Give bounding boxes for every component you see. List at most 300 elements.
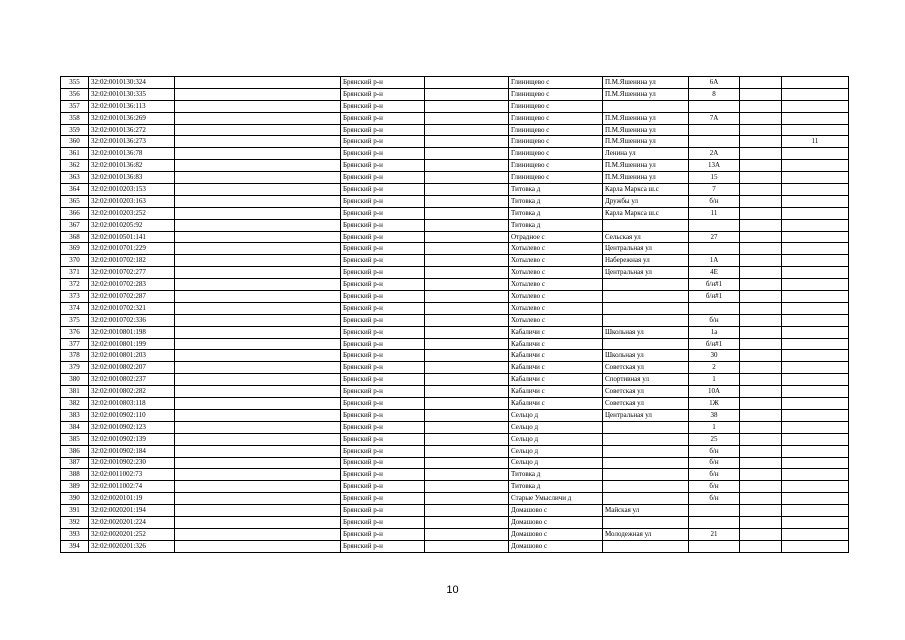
settlement-cell: Хотылево с (509, 267, 603, 279)
extra-value-cell (782, 374, 849, 386)
cadastral-number-cell: 32:02:0010702:336 (89, 314, 175, 326)
extra-value-cell (782, 100, 849, 112)
settlement-cell: Глинищево с (509, 148, 603, 160)
row-number-cell: 389 (61, 481, 89, 493)
street-cell (603, 291, 689, 303)
street-cell: Майская ул (603, 505, 689, 517)
district-cell: Брянский р-н (341, 314, 425, 326)
settlement-cell: Глинищево с (509, 112, 603, 124)
street-cell: Спортивная ул (603, 374, 689, 386)
extra-value-cell (782, 505, 849, 517)
table-row (61, 374, 849, 386)
table-row (61, 219, 849, 231)
row-number-cell: 374 (61, 302, 89, 314)
blank-column-cell (175, 291, 341, 303)
table-row (61, 481, 849, 493)
blank-column-cell (175, 540, 341, 552)
district-cell: Брянский р-н (341, 100, 425, 112)
district-cell: Брянский р-н (341, 350, 425, 362)
street-cell: Центральная ул (603, 409, 689, 421)
row-number-cell: 384 (61, 421, 89, 433)
district-cell: Брянский р-н (341, 469, 425, 481)
row-number-cell: 361 (61, 148, 89, 160)
district-cell: Брянский р-н (341, 279, 425, 291)
blank-column-2-cell (425, 184, 509, 196)
blank-column-3-cell (740, 493, 782, 505)
row-number-cell: 358 (61, 112, 89, 124)
district-cell: Брянский р-н (341, 386, 425, 398)
table-row (61, 77, 849, 89)
blank-column-cell (175, 148, 341, 160)
blank-column-cell (175, 398, 341, 410)
settlement-cell: Хотылево с (509, 243, 603, 255)
house-number-cell (689, 505, 740, 517)
settlement-cell: Кабаличи с (509, 350, 603, 362)
blank-column-cell (175, 493, 341, 505)
street-cell: Центральная ул (603, 243, 689, 255)
settlement-cell: Кабаличи с (509, 338, 603, 350)
table-row (61, 255, 849, 267)
settlement-cell: Сельцо д (509, 433, 603, 445)
street-cell (603, 445, 689, 457)
settlement-cell: Хотылево с (509, 255, 603, 267)
district-cell: Брянский р-н (341, 421, 425, 433)
street-cell (603, 469, 689, 481)
house-number-cell: б/н#1 (689, 279, 740, 291)
cadastral-number-cell: 32:02:0010136:269 (89, 112, 175, 124)
row-number-cell: 392 (61, 516, 89, 528)
extra-value-cell (782, 493, 849, 505)
blank-column-2-cell (425, 207, 509, 219)
blank-column-3-cell (740, 326, 782, 338)
house-number-cell: 1А (689, 255, 740, 267)
street-cell: П.М.Яшенина ул (603, 136, 689, 148)
settlement-cell: Кабаличи с (509, 398, 603, 410)
blank-column-3-cell (740, 231, 782, 243)
table-row (61, 195, 849, 207)
extra-value-cell (782, 195, 849, 207)
settlement-cell: Глинищево с (509, 124, 603, 136)
blank-column-cell (175, 433, 341, 445)
blank-column-cell (175, 160, 341, 172)
district-cell: Брянский р-н (341, 540, 425, 552)
street-cell: П.М.Яшенина ул (603, 88, 689, 100)
blank-column-3-cell (740, 374, 782, 386)
blank-column-3-cell (740, 409, 782, 421)
street-cell (603, 100, 689, 112)
blank-column-3-cell (740, 279, 782, 291)
blank-column-cell (175, 172, 341, 184)
house-number-cell: 38 (689, 409, 740, 421)
house-number-cell: 30 (689, 350, 740, 362)
blank-column-3-cell (740, 362, 782, 374)
district-cell: Брянский р-н (341, 255, 425, 267)
extra-value-cell (782, 279, 849, 291)
cadastral-number-cell: 32:02:0010136:113 (89, 100, 175, 112)
extra-value-cell (782, 267, 849, 279)
district-cell: Брянский р-н (341, 505, 425, 517)
district-cell: Брянский р-н (341, 148, 425, 160)
settlement-cell: Глинищево с (509, 77, 603, 89)
house-number-cell: б/н (689, 469, 740, 481)
blank-column-3-cell (740, 421, 782, 433)
blank-column-cell (175, 505, 341, 517)
extra-value-cell (782, 516, 849, 528)
blank-column-cell (175, 100, 341, 112)
blank-column-3-cell (740, 302, 782, 314)
house-number-cell (689, 219, 740, 231)
district-cell: Брянский р-н (341, 160, 425, 172)
settlement-cell: Старые Умысличи д (509, 493, 603, 505)
blank-column-2-cell (425, 243, 509, 255)
row-number-cell: 379 (61, 362, 89, 374)
district-cell: Брянский р-н (341, 77, 425, 89)
district-cell: Брянский р-н (341, 267, 425, 279)
blank-column-2-cell (425, 374, 509, 386)
house-number-cell (689, 516, 740, 528)
blank-column-3-cell (740, 160, 782, 172)
blank-column-2-cell (425, 88, 509, 100)
blank-column-2-cell (425, 350, 509, 362)
house-number-cell: 10А (689, 386, 740, 398)
house-number-cell: 13А (689, 160, 740, 172)
street-cell (603, 219, 689, 231)
blank-column-cell (175, 374, 341, 386)
table-row (61, 421, 849, 433)
house-number-cell: 6А (689, 77, 740, 89)
cadastral-number-cell: 32:02:0010801:203 (89, 350, 175, 362)
district-cell: Брянский р-н (341, 302, 425, 314)
house-number-cell: 4Е (689, 267, 740, 279)
street-cell (603, 457, 689, 469)
house-number-cell: 21 (689, 528, 740, 540)
street-cell: Школьная ул (603, 350, 689, 362)
table-row (61, 112, 849, 124)
extra-value-cell (782, 398, 849, 410)
street-cell: Центральная ул (603, 267, 689, 279)
table-row (61, 433, 849, 445)
cadastral-number-cell: 32:02:0010130:335 (89, 88, 175, 100)
extra-value-cell (782, 112, 849, 124)
street-cell: Советская ул (603, 386, 689, 398)
house-number-cell (689, 243, 740, 255)
row-number-cell: 382 (61, 398, 89, 410)
district-cell: Брянский р-н (341, 231, 425, 243)
row-number-cell: 377 (61, 338, 89, 350)
blank-column-2-cell (425, 302, 509, 314)
extra-value-cell (782, 433, 849, 445)
blank-column-2-cell (425, 172, 509, 184)
blank-column-2-cell (425, 469, 509, 481)
extra-value-cell (782, 409, 849, 421)
row-number-cell: 380 (61, 374, 89, 386)
district-cell: Брянский р-н (341, 88, 425, 100)
settlement-cell: Титовка д (509, 207, 603, 219)
district-cell: Брянский р-н (341, 207, 425, 219)
cadastral-number-cell: 32:02:0010801:199 (89, 338, 175, 350)
cadastral-number-cell: 32:02:0010702:283 (89, 279, 175, 291)
blank-column-2-cell (425, 528, 509, 540)
blank-column-cell (175, 231, 341, 243)
district-cell: Брянский р-н (341, 326, 425, 338)
blank-column-3-cell (740, 528, 782, 540)
house-number-cell (689, 540, 740, 552)
settlement-cell: Глинищево с (509, 100, 603, 112)
blank-column-3-cell (740, 148, 782, 160)
blank-column-2-cell (425, 195, 509, 207)
row-number-cell: 365 (61, 195, 89, 207)
cadastral-number-cell: 32:02:0010701:229 (89, 243, 175, 255)
cadastral-number-cell: 32:02:0010136:273 (89, 136, 175, 148)
cadastral-number-cell: 32:02:0010136:83 (89, 172, 175, 184)
row-number-cell: 386 (61, 445, 89, 457)
street-cell (603, 421, 689, 433)
street-cell (603, 540, 689, 552)
row-number-cell: 355 (61, 77, 89, 89)
street-cell: Советская ул (603, 398, 689, 410)
blank-column-2-cell (425, 279, 509, 291)
settlement-cell: Хотылево с (509, 279, 603, 291)
table-row (61, 386, 849, 398)
district-cell: Брянский р-н (341, 172, 425, 184)
blank-column-cell (175, 195, 341, 207)
house-number-cell: 8 (689, 88, 740, 100)
table-row (61, 326, 849, 338)
blank-column-3-cell (740, 291, 782, 303)
street-cell (603, 338, 689, 350)
cadastral-number-cell: 32:02:0010203:153 (89, 184, 175, 196)
table-row (61, 540, 849, 552)
blank-column-3-cell (740, 433, 782, 445)
house-number-cell: б/н (689, 457, 740, 469)
table-row (61, 136, 849, 148)
cadastral-number-cell: 32:02:0010902:139 (89, 433, 175, 445)
blank-column-2-cell (425, 481, 509, 493)
cadastral-number-cell: 32:02:0020201:252 (89, 528, 175, 540)
blank-column-2-cell (425, 398, 509, 410)
district-cell: Брянский р-н (341, 374, 425, 386)
cadastral-number-cell: 32:02:0010136:78 (89, 148, 175, 160)
row-number-cell: 387 (61, 457, 89, 469)
blank-column-2-cell (425, 338, 509, 350)
table-row (61, 469, 849, 481)
extra-value-cell (782, 160, 849, 172)
house-number-cell: б/н (689, 195, 740, 207)
cadastral-number-cell: 32:02:0010702:277 (89, 267, 175, 279)
extra-value-cell (782, 231, 849, 243)
cadastral-number-cell: 32:02:0010501:141 (89, 231, 175, 243)
settlement-cell: Домашово с (509, 516, 603, 528)
extra-value-cell (782, 77, 849, 89)
table-row (61, 160, 849, 172)
row-number-cell: 388 (61, 469, 89, 481)
cadastral-number-cell: 32:02:0020201:224 (89, 516, 175, 528)
row-number-cell: 372 (61, 279, 89, 291)
blank-column-3-cell (740, 88, 782, 100)
row-number-cell: 394 (61, 540, 89, 552)
cadastral-number-cell: 32:02:0010902:184 (89, 445, 175, 457)
cadastral-number-cell: 32:02:0010130:324 (89, 77, 175, 89)
extra-value-cell (782, 302, 849, 314)
row-number-cell: 373 (61, 291, 89, 303)
row-number-cell: 390 (61, 493, 89, 505)
blank-column-cell (175, 481, 341, 493)
row-number-cell: 370 (61, 255, 89, 267)
blank-column-cell (175, 409, 341, 421)
cadastral-number-cell: 32:02:0010803:118 (89, 398, 175, 410)
table-row (61, 172, 849, 184)
blank-column-2-cell (425, 409, 509, 421)
house-number-cell: 7А (689, 112, 740, 124)
cadastral-number-cell: 32:02:0010802:207 (89, 362, 175, 374)
row-number-cell: 369 (61, 243, 89, 255)
blank-column-3-cell (740, 516, 782, 528)
house-number-cell (689, 100, 740, 112)
settlement-cell: Хотылево с (509, 291, 603, 303)
blank-column-3-cell (740, 505, 782, 517)
house-number-cell: 25 (689, 433, 740, 445)
blank-column-3-cell (740, 469, 782, 481)
district-cell: Брянский р-н (341, 481, 425, 493)
settlement-cell: Сельцо д (509, 445, 603, 457)
house-number-cell: б/н (689, 493, 740, 505)
settlement-cell: Глинищево с (509, 172, 603, 184)
house-number-cell: 27 (689, 231, 740, 243)
blank-column-2-cell (425, 160, 509, 172)
blank-column-2-cell (425, 100, 509, 112)
cadastral-number-cell: 32:02:0010802:237 (89, 374, 175, 386)
table-row (61, 207, 849, 219)
blank-column-cell (175, 386, 341, 398)
extra-value-cell (782, 291, 849, 303)
cadastral-number-cell: 32:02:0010802:282 (89, 386, 175, 398)
extra-value-cell (782, 219, 849, 231)
blank-column-2-cell (425, 421, 509, 433)
blank-column-cell (175, 350, 341, 362)
blank-column-cell (175, 338, 341, 350)
district-cell: Брянский р-н (341, 457, 425, 469)
blank-column-2-cell (425, 516, 509, 528)
settlement-cell: Кабаличи с (509, 374, 603, 386)
street-cell: Ленина ул (603, 148, 689, 160)
blank-column-2-cell (425, 433, 509, 445)
district-cell: Брянский р-н (341, 433, 425, 445)
row-number-cell: 383 (61, 409, 89, 421)
district-cell: Брянский р-н (341, 445, 425, 457)
house-number-cell: 11 (689, 207, 740, 219)
street-cell (603, 279, 689, 291)
row-number-cell: 359 (61, 124, 89, 136)
blank-column-3-cell (740, 195, 782, 207)
house-number-cell: б/н#1 (689, 338, 740, 350)
settlement-cell: Титовка д (509, 195, 603, 207)
row-number-cell: 393 (61, 528, 89, 540)
blank-column-2-cell (425, 493, 509, 505)
house-number-cell: 1а (689, 326, 740, 338)
settlement-cell: Сельцо д (509, 457, 603, 469)
blank-column-3-cell (740, 219, 782, 231)
cadastral-number-cell: 32:02:0010801:198 (89, 326, 175, 338)
street-cell (603, 302, 689, 314)
street-cell (603, 516, 689, 528)
extra-value-cell (782, 445, 849, 457)
house-number-cell (689, 124, 740, 136)
blank-column-cell (175, 421, 341, 433)
table-row (61, 231, 849, 243)
district-cell: Брянский р-н (341, 493, 425, 505)
blank-column-3-cell (740, 350, 782, 362)
blank-column-3-cell (740, 207, 782, 219)
blank-column-2-cell (425, 148, 509, 160)
settlement-cell: Кабаличи с (509, 362, 603, 374)
extra-value-cell (782, 350, 849, 362)
district-cell: Брянский р-н (341, 112, 425, 124)
table-row (61, 505, 849, 517)
extra-value-cell (782, 88, 849, 100)
table-row (61, 445, 849, 457)
cadastral-number-cell: 32:02:0010136:272 (89, 124, 175, 136)
table-row (61, 362, 849, 374)
house-number-cell: б/н (689, 481, 740, 493)
street-cell (603, 314, 689, 326)
blank-column-cell (175, 302, 341, 314)
district-cell: Брянский р-н (341, 243, 425, 255)
table-row (61, 528, 849, 540)
street-cell (603, 493, 689, 505)
blank-column-2-cell (425, 255, 509, 267)
row-number-cell: 360 (61, 136, 89, 148)
district-cell: Брянский р-н (341, 219, 425, 231)
blank-column-2-cell (425, 219, 509, 231)
blank-column-3-cell (740, 338, 782, 350)
settlement-cell: Титовка д (509, 469, 603, 481)
cadastral-number-cell: 32:02:0020101:19 (89, 493, 175, 505)
settlement-cell: Домашово с (509, 540, 603, 552)
row-number-cell: 376 (61, 326, 89, 338)
district-cell: Брянский р-н (341, 195, 425, 207)
blank-column-2-cell (425, 112, 509, 124)
house-number-cell: 2А (689, 148, 740, 160)
table-row (61, 409, 849, 421)
house-number-cell: 1 (689, 374, 740, 386)
district-cell: Брянский р-н (341, 528, 425, 540)
house-number-cell (689, 136, 740, 148)
blank-column-2-cell (425, 77, 509, 89)
house-number-cell: б/н (689, 445, 740, 457)
extra-value-cell (782, 124, 849, 136)
table-row (61, 184, 849, 196)
house-number-cell: 15 (689, 172, 740, 184)
street-cell: П.М.Яшенина ул (603, 124, 689, 136)
blank-column-3-cell (740, 255, 782, 267)
blank-column-cell (175, 88, 341, 100)
extra-value-cell (782, 243, 849, 255)
blank-column-3-cell (740, 172, 782, 184)
row-number-cell: 364 (61, 184, 89, 196)
street-cell: Школьная ул (603, 326, 689, 338)
blank-column-cell (175, 267, 341, 279)
blank-column-cell (175, 516, 341, 528)
settlement-cell: Хотылево с (509, 302, 603, 314)
settlement-cell: Кабаличи с (509, 386, 603, 398)
district-cell: Брянский р-н (341, 409, 425, 421)
street-cell (603, 481, 689, 493)
table-row (61, 124, 849, 136)
blank-column-3-cell (740, 124, 782, 136)
street-cell: П.М.Яшенина ул (603, 112, 689, 124)
blank-column-3-cell (740, 398, 782, 410)
table-row (61, 314, 849, 326)
